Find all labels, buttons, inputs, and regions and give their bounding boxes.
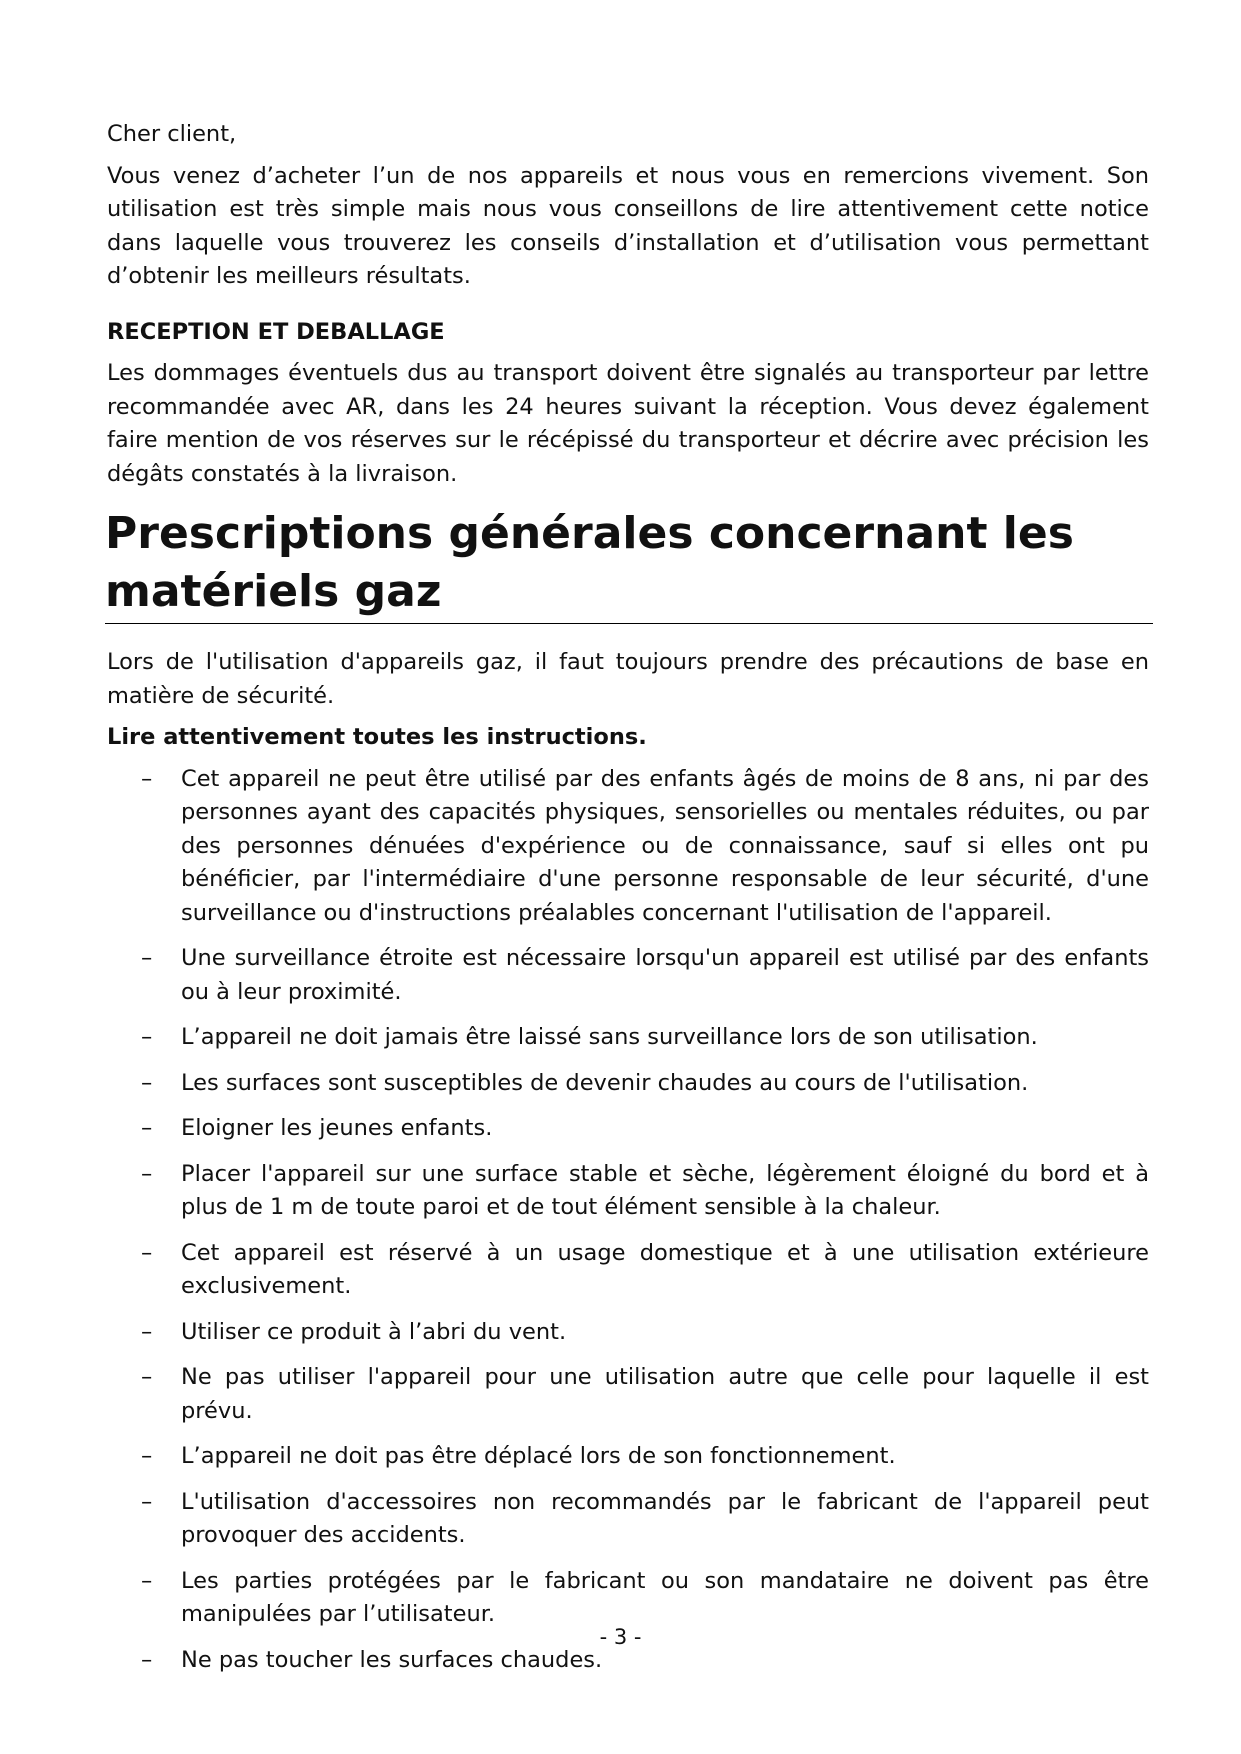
list-item: – Ne pas utiliser l'appareil pour une utilisation autre que celle pour laquelle il est prévu. — [107, 1361, 1149, 1428]
greeting: Cher client, — [107, 121, 237, 147]
safety-rules-list — [107, 763, 1149, 1678]
list-item: – L’appareil ne doit pas être déplacé lors de son fonctionnement. — [107, 1440, 1149, 1474]
list-item: – Eloigner les jeunes enfants. — [107, 1112, 1149, 1146]
page-number: - 3 - — [599, 1625, 642, 1649]
dash-bullet: – — [141, 945, 153, 971]
list-item: – Utiliser ce produit à l’abri du vent. — [107, 1316, 1149, 1350]
list-item: – Placer l'appareil sur une surface stable et sèche, légèrement éloigné du bord et à plus de 1 m de toute paroi et de tout élément sensible à la chaleur. — [107, 1158, 1149, 1225]
dash-bullet: – — [141, 765, 153, 792]
dash-bullet: – — [141, 1318, 153, 1345]
list-item: – Ne pas toucher les surfaces chaudes. — [107, 1644, 1149, 1678]
intro-paragraph: Vous venez d’acheter l’un de nos appareils et nous vous en remercions vivement. Son utilisation est très simple mais nous vous conseillons de lire attentivement cette notice dans laquelle vous trouverez les conseils d’installation et d’utilisation vous permettant d’obtenir les meilleurs résultats. — [107, 162, 1149, 289]
dash-bullet: – — [141, 1160, 153, 1187]
dash-bullet: – — [141, 1443, 153, 1469]
list-item: – L'utilisation d'accessoires non recommandés par le fabricant de l'appareil peut provoquer des accidents. — [107, 1486, 1149, 1553]
prescriptions-heading: Prescriptions générales concernant les matériels gaz — [105, 505, 1153, 624]
list-item: – Les parties protégées par le fabricant ou son mandataire ne doivent pas être manipulées par l’utilisateur. — [107, 1565, 1149, 1632]
instructions-title: Lire attentivement toutes les instructions. — [107, 724, 647, 750]
dash-bullet: – — [141, 1646, 153, 1673]
document-body — [107, 118, 1149, 1689]
prescriptions-lead: Lors de l'utilisation d'appareils gaz, il faut toujours prendre des précautions de base en matière de sécurité. — [107, 649, 1149, 709]
list-item: – Cet appareil ne peut être utilisé par des enfants âgés de moins de 8 ans, ni par des personnes ayant des capacités physiques, sensorielles ou mentales réduites, ou par des personnes dénuées d'expérience ou de connaissance, sauf si elles ont pu bénéficier, par l'intermédiaire d'une personne responsable de leur sécurité, d'une surveillance ou d'instructions préalables concernant l'utilisation de l'appareil. — [107, 763, 1149, 931]
dash-bullet: – — [141, 1024, 153, 1050]
reception-paragraph: Les dommages éventuels dus au transport doivent être signalés au transporteur par lettre recommandée avec AR, dans les 24 heures suivant la réception. Vous devez également faire mention de vos réserves sur le récépissé du transporteur et décrire avec précision les dégâts constatés à la livraison. — [107, 360, 1149, 487]
list-item: – L’appareil ne doit jamais être laissé sans surveillance lors de son utilisation. — [107, 1021, 1149, 1055]
reception-title: RECEPTION ET DEBALLAGE — [107, 318, 445, 345]
list-item: – Une surveillance étroite est nécessaire lorsqu'un appareil est utilisé par des enfants ou à leur proximité. — [107, 942, 1149, 1009]
list-item: – Les surfaces sont susceptibles de devenir chaudes au cours de l'utilisation. — [107, 1067, 1149, 1101]
dash-bullet: – — [141, 1488, 153, 1515]
dash-bullet: – — [141, 1069, 153, 1096]
list-item: – Cet appareil est réservé à un usage domestique et à une utilisation extérieure exclusivement. — [107, 1237, 1149, 1304]
dash-bullet: – — [141, 1567, 153, 1594]
dash-bullet: – — [141, 1239, 153, 1266]
dash-bullet: – — [141, 1115, 153, 1141]
dash-bullet: – — [141, 1364, 153, 1390]
